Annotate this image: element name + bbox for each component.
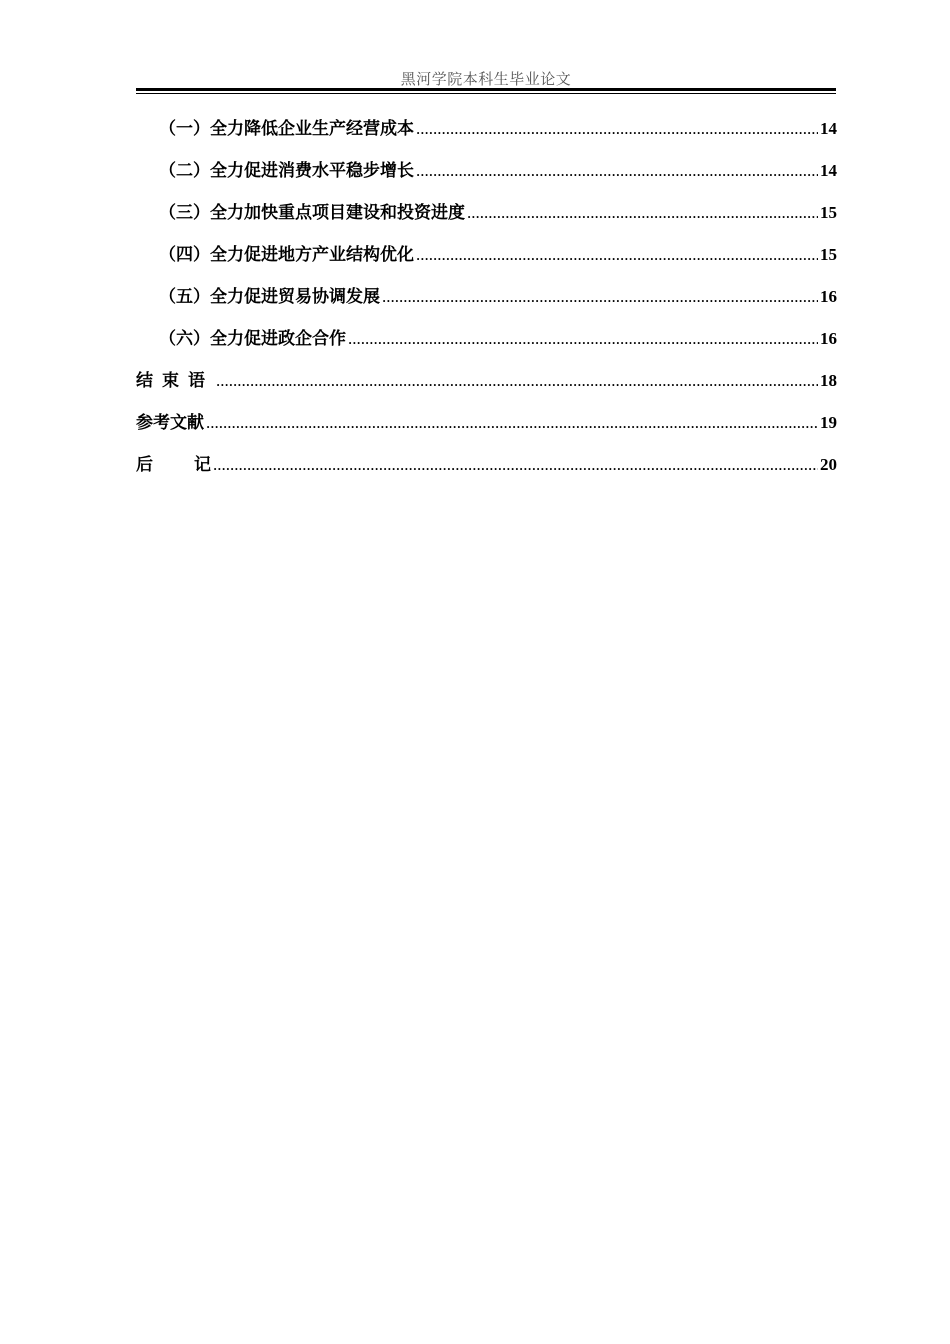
toc-entry[interactable] [136,452,837,494]
toc-entry[interactable] [136,200,837,242]
toc-leader-dots [416,242,818,268]
toc-entry-title: （四）全力促进地方产业结构优化 [159,245,414,265]
toc-entry-page: 15 [820,245,837,264]
toc-entry[interactable] [136,326,837,368]
toc-entry-page: 16 [820,329,837,348]
page-header: 黑河学院本科生毕业论文 [400,70,572,88]
toc-entry-title: （三）全力加快重点项目建设和投资进度 [159,203,465,223]
toc-entry-page: 15 [820,203,837,222]
toc-entry[interactable] [136,116,837,158]
toc-leader-dots [206,410,818,436]
toc-leader-dots [416,116,818,142]
toc-leader-dots [216,368,818,394]
toc-leader-dots [348,326,818,352]
toc-entry[interactable] [136,368,837,410]
toc-entry-title: （二）全力促进消费水平稳步增长 [159,161,414,181]
toc-entry[interactable] [136,410,837,452]
toc-leader-dots [382,284,818,310]
toc-entry-title: 结束语 [136,371,214,391]
toc-entry-title: （五）全力促进贸易协调发展 [159,287,380,307]
toc-entry-page: 20 [820,455,837,474]
header-rule-thin [136,93,836,94]
toc-entry-title-part: 记 [194,455,211,475]
toc-entry-title-part: 后 [136,455,153,475]
toc-entry[interactable] [136,242,837,284]
header-rule-thick [136,88,836,91]
table-of-contents [136,116,837,494]
toc-entry-page: 14 [820,161,837,180]
toc-entry-title [136,452,211,478]
toc-entry-title: （六）全力促进政企合作 [159,329,346,349]
toc-leader-dots [467,200,818,226]
toc-entry[interactable] [136,158,837,200]
toc-leader-dots [416,158,818,184]
toc-leader-dots [213,452,818,478]
toc-entry-page: 16 [820,287,837,306]
toc-entry-page: 18 [820,371,837,390]
toc-entry[interactable] [136,284,837,326]
toc-entry-title: （一）全力降低企业生产经营成本 [159,119,414,139]
toc-entry-page: 19 [820,413,837,432]
toc-entry-page: 14 [820,119,837,138]
toc-entry-title: 参考文献 [136,413,204,433]
